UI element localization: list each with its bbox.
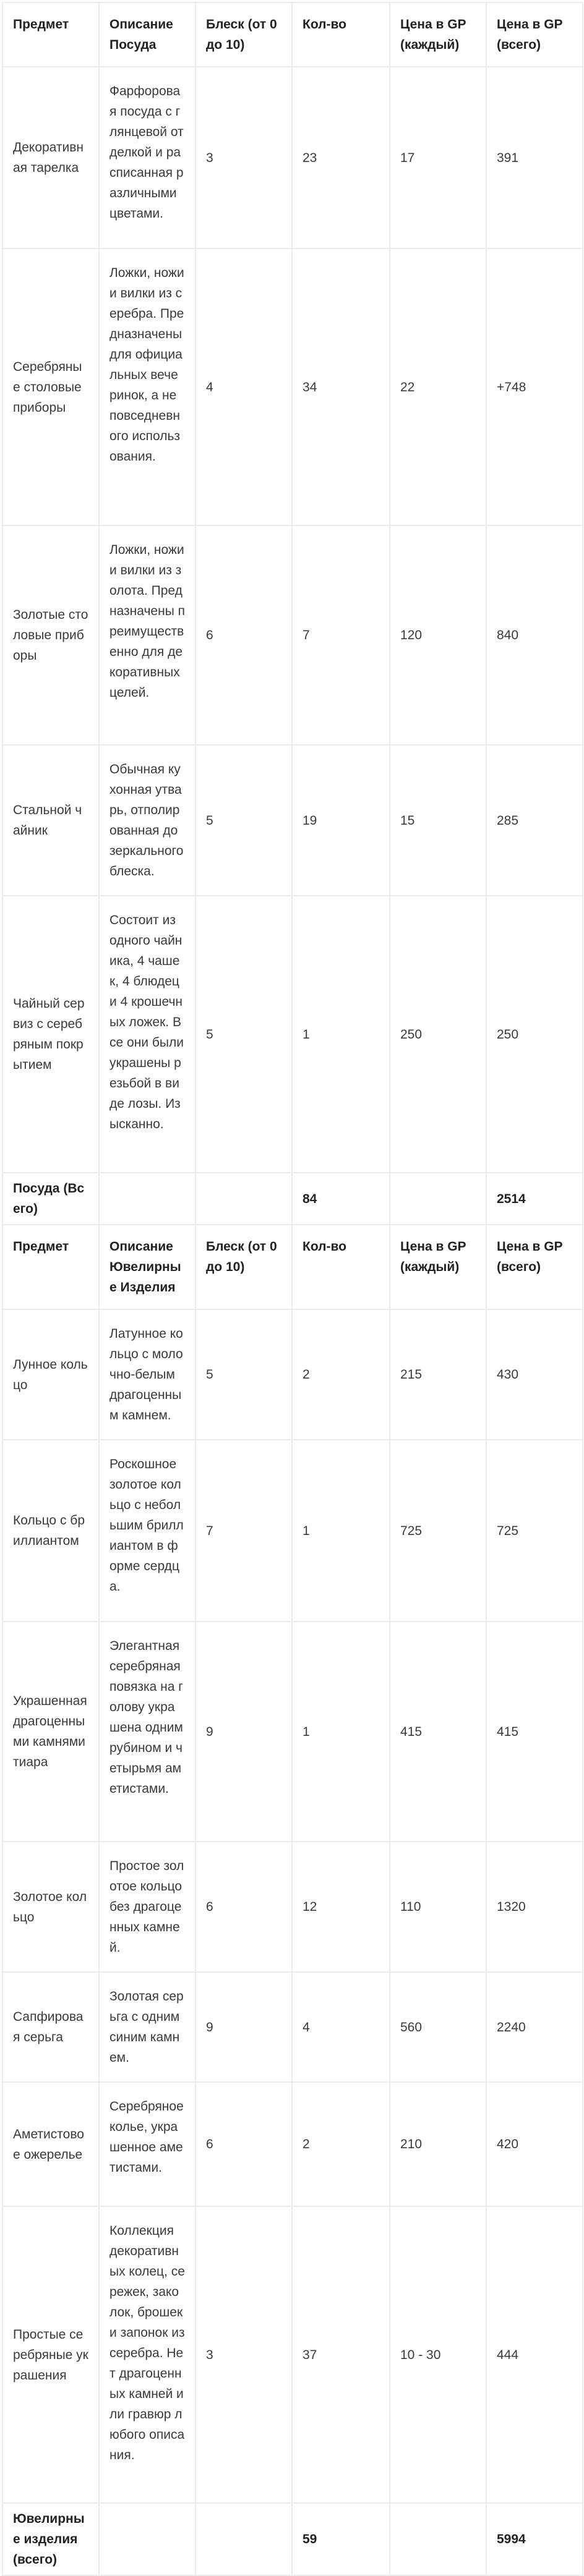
item-price-total: 420: [486, 2082, 583, 2206]
item-shine: 5: [195, 896, 292, 1173]
item-description: Состоит из одного чайника, 4 чашек, 4 блюдец и 4 крошечных ложек. Все они были украшены резьбой в виде лозы. Изысканно.: [110, 913, 184, 1131]
header-item: Предмет: [2, 2, 99, 67]
item-quantity: 2: [292, 1309, 390, 1440]
table-row: [2, 1440, 583, 1622]
item-description: Ложки, ножи и вилки из серебра. Предназначены для официальных вечеринок, а не повседневного использования.: [99, 249, 195, 525]
item-price-total: 444: [486, 2206, 583, 2503]
item-description: Элегантная серебряная повязка на голову украшена одним рубином и четырьмя аметистами.: [99, 1622, 195, 1842]
item-quantity: 34: [292, 249, 390, 525]
table-row: [2, 1972, 583, 2082]
empty-cell: [390, 1173, 486, 1225]
item-price-total: 250: [486, 896, 583, 1173]
item-price-each: 110: [390, 1842, 486, 1972]
item-name: Золотые столовые приборы: [2, 525, 99, 745]
item-price-total: 1320: [486, 1842, 583, 1972]
item-price-each: 725: [390, 1440, 486, 1622]
item-shine: 4: [195, 249, 292, 525]
item-price-each: 10 - 30: [390, 2206, 486, 2503]
jewelry-header-row: [2, 1225, 583, 1309]
item-name: Стальной чайник: [2, 745, 99, 896]
item-name: Простые серебряные украшения: [2, 2206, 99, 2503]
item-description-cell: [99, 896, 195, 1173]
item-quantity: 1: [292, 1440, 390, 1622]
table-row: [2, 525, 583, 745]
item-price-total: 430: [486, 1309, 583, 1440]
item-quantity: 1: [292, 1622, 390, 1842]
tableware-header-row: [2, 2, 583, 67]
total-quantity: 59: [292, 2503, 390, 2575]
item-name: Декоративная тарелка: [2, 67, 99, 249]
total-label: Посуда (Всего): [2, 1173, 99, 1225]
item-price-each: 560: [390, 1972, 486, 2082]
header-description: Описание Ювелирные Изделия: [99, 1225, 195, 1309]
item-price-each: 250: [390, 896, 486, 1173]
item-name: Золотое кольцо: [2, 1842, 99, 1972]
item-shine: 5: [195, 745, 292, 896]
item-price-total: 391: [486, 67, 583, 249]
item-shine: 5: [195, 1309, 292, 1440]
total-price: 5994: [486, 2503, 583, 2575]
item-price-total: 415: [486, 1622, 583, 1842]
item-name: Серебряные столовые приборы: [2, 249, 99, 525]
header-price-each: Цена в GP (каждый): [390, 1225, 486, 1309]
item-price-total: 285: [486, 745, 583, 896]
table-row: [2, 2206, 583, 2503]
item-price-each: 120: [390, 525, 486, 745]
item-quantity: 1: [292, 896, 390, 1173]
header-price-each: Цена в GP (каждый): [390, 2, 486, 67]
item-quantity: 23: [292, 67, 390, 249]
item-name: Кольцо с бриллиантом: [2, 1440, 99, 1622]
item-price-each: 17: [390, 67, 486, 249]
item-shine: 3: [195, 67, 292, 249]
item-name: Лунное кольцо: [2, 1309, 99, 1440]
header-shine: Блеск (от 0 до 10): [195, 1225, 292, 1309]
table-row: [2, 1842, 583, 1972]
item-description: Золотая серьга с одним синим камнем.: [99, 1972, 195, 2082]
item-description: Ложки, ножи и вилки из золота. Предназначены преимущественно для декоративных целей.: [99, 525, 195, 745]
empty-cell: [390, 2503, 486, 2575]
total-quantity: 84: [292, 1173, 390, 1225]
empty-cell: [195, 2503, 292, 2575]
item-description: Серебряное колье, украшенное аметистами.: [99, 2082, 195, 2206]
item-name: Аметистовое ожерелье: [2, 2082, 99, 2206]
header-price-total: Цена в GP (всего): [486, 2, 583, 67]
table-row: [2, 896, 583, 1173]
table-row: [2, 745, 583, 896]
tableware-total-row: [2, 1173, 583, 1225]
item-shine: 3: [195, 2206, 292, 2503]
item-price-each: 415: [390, 1622, 486, 1842]
table-row: [2, 249, 583, 525]
table-row: [2, 67, 583, 249]
loot-table: [2, 2, 583, 2576]
item-price-each: 215: [390, 1309, 486, 1440]
header-item: Предмет: [2, 1225, 99, 1309]
item-description: Фарфоровая посуда с глянцевой отделкой и расписанная различными цветами.: [99, 67, 195, 249]
item-shine: 6: [195, 2082, 292, 2206]
item-price-total: 2240: [486, 1972, 583, 2082]
item-quantity: 2: [292, 2082, 390, 2206]
loot-table-container: [2, 2, 582, 2576]
item-description: Роскошное золотое кольцо с небольшим бриллиантом в форме сердца.: [99, 1440, 195, 1622]
item-quantity: 37: [292, 2206, 390, 2503]
item-price-total: +748: [486, 249, 583, 525]
item-name: Сапфировая серьга: [2, 1972, 99, 2082]
item-quantity: 7: [292, 525, 390, 745]
item-quantity: 19: [292, 745, 390, 896]
header-quantity: Кол-во: [292, 1225, 390, 1309]
item-price-total: 725: [486, 1440, 583, 1622]
item-description: Обычная кухонная утварь, отполированная до зеркального блеска.: [99, 745, 195, 896]
item-price-each: 22: [390, 249, 486, 525]
total-label: Ювелирные изделия (всего): [2, 2503, 99, 2575]
item-price-each: 210: [390, 2082, 486, 2206]
item-quantity: 4: [292, 1972, 390, 2082]
table-row: [2, 1622, 583, 1842]
table-row: [2, 1309, 583, 1440]
item-description: Коллекция декоративных колец, сережек, заколок, брошек и запонок из серебра. Нет драгоценных камней или гравюр любого описания.: [99, 2206, 195, 2503]
item-price-each: 15: [390, 745, 486, 896]
jewelry-total-row: [2, 2503, 583, 2575]
header-quantity: Кол-во: [292, 2, 390, 67]
header-price-total: Цена в GP (всего): [486, 1225, 583, 1309]
table-row: [2, 2082, 583, 2206]
item-price-total: 840: [486, 525, 583, 745]
item-shine: 9: [195, 1622, 292, 1842]
total-price: 2514: [486, 1173, 583, 1225]
header-description: Описание Посуда: [99, 2, 195, 67]
empty-cell: [99, 2503, 195, 2575]
empty-cell: [195, 1173, 292, 1225]
empty-cell: [99, 1173, 195, 1225]
item-name: Украшенная драгоценными камнями тиара: [2, 1622, 99, 1842]
header-shine: Блеск (от 0 до 10): [195, 2, 292, 67]
item-shine: 9: [195, 1972, 292, 2082]
item-quantity: 12: [292, 1842, 390, 1972]
item-shine: 7: [195, 1440, 292, 1622]
item-description: Простое золотое кольцо без драгоценных камней.: [99, 1842, 195, 1972]
item-shine: 6: [195, 525, 292, 745]
item-name: Чайный сервиз с серебряным покрытием: [2, 896, 99, 1173]
item-description: Латунное кольцо с молочно-белым драгоценным камнем.: [99, 1309, 195, 1440]
item-shine: 6: [195, 1842, 292, 1972]
